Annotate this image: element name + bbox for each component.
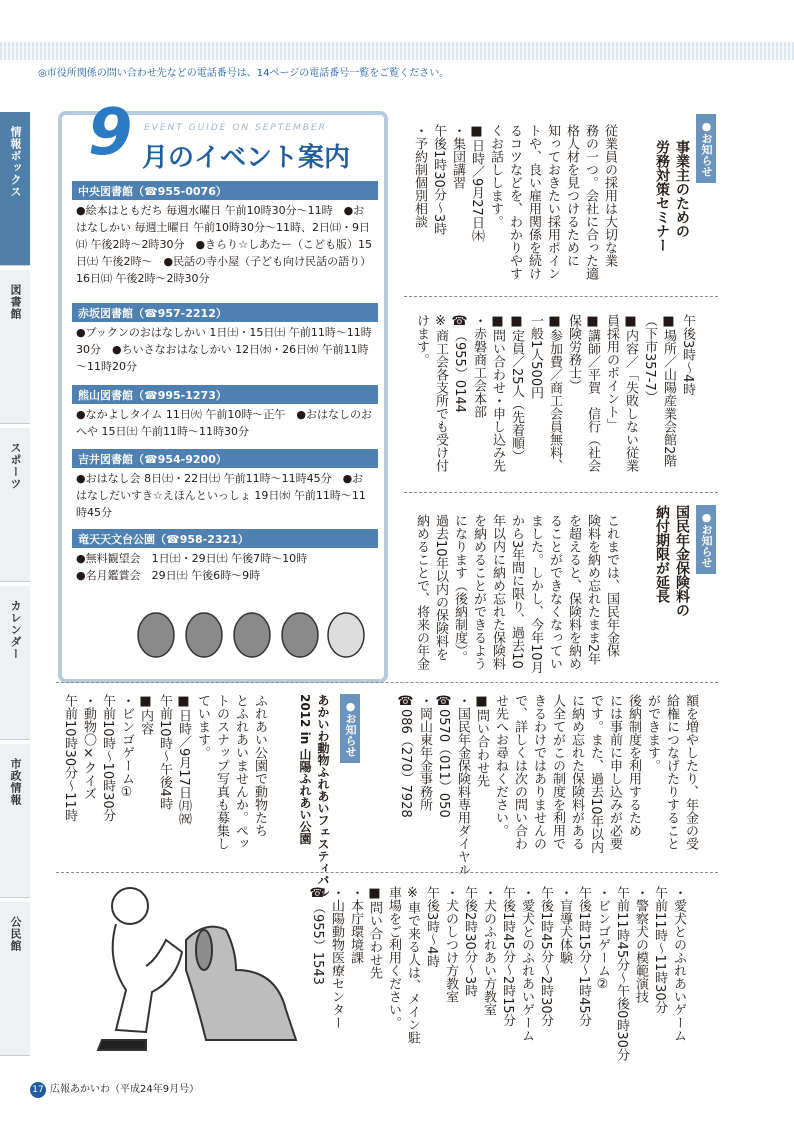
- pension-details: 額を増やしたり、年金の受 給権につなげたりすること ができます。 後納制度を利用するため には事前に申し込みが必要 です。また、過去10年以内 に納め忘れた保険料がある 人全てがこの制度を利用で きるわけではありませんの で、詳しくは次の問い合わ せ先へお尋ねください。 ■問い合わせ先 ・国民年金保険料専用ダイヤル ☎0570（011）050 ・岡山東年金事務所 ☎086（270）7928: [398, 694, 698, 876]
- library-events: ●なかよしタイム 11日㈫ 午前10時～正午 ●おはなしのおへや 15日㈯ 午前11時～11時30分: [76, 408, 372, 438]
- pension-badge: ●お知らせ: [696, 505, 716, 574]
- page-footer: [30, 1080, 199, 1098]
- library-heading: 竜天天文台公園（☎958-2321）: [72, 529, 378, 548]
- mascot-characters-illustration: [132, 595, 372, 665]
- separator: [56, 872, 718, 873]
- library-akasaka: [72, 303, 378, 377]
- library-yoshii: [72, 449, 378, 523]
- library-kumayama: [72, 385, 378, 442]
- event-guide-title: 月のイベント案内: [142, 143, 351, 173]
- header-stripe: [0, 42, 794, 60]
- month-number: 9: [88, 96, 133, 170]
- festival-badge: ●お知らせ: [340, 694, 360, 763]
- festival-body: ふれあい公園で動物たち とふれあいませんか。ペッ トのスナップ写真も募集し ています。 ■日時／9月17日㈪㈷ 午前10時～午後4時 ■内容 ・ビンゴゲーム① 午前10時～10時30分 ・動物〇×クイズ 午前10時30分～11時: [62, 694, 267, 850]
- separator: [404, 492, 718, 493]
- pension-title: 国民年金保険料の 納付期限が延長: [654, 505, 690, 617]
- library-events: ●ブックンのおはなしかい 1日㈯・15日㈯ 午前11時～11時30分 ●ちいさなおはなしかい 12日㈬・26日㈬ 午前11時～11時20分: [76, 326, 372, 373]
- boy-and-dog-illustration: [86, 880, 306, 1055]
- library-heading: 赤坂図書館（☎957-2212）: [72, 303, 378, 322]
- separator: [404, 296, 718, 297]
- festival-details: ・愛犬とのふれあいゲーム 午前11時～11時30分 ・警察犬の模範演技 午前11時45分～午後0時30分 ・ビンゴゲーム② 午後1時15分～1時45分 ・盲導犬体験 午後1時45分～2時30分 ・愛犬とのふれあいゲーム 午後1時45分～2時15分 ・犬のふれあい方教室 午後2時30分～3時 ・犬のしつけ方教室 午後3時～4時 ※車で来る人は、メイン駐 車場をご利用ください。 ■問い合わせ先 ・本庁環境課 ・山陽動物医療センター ☎（955）1543: [310, 886, 686, 1061]
- library-heading: 中央図書館（☎955-0076）: [72, 181, 378, 200]
- pension-body: これまでは、国民年金保 険料を納め忘れたまま2年 を超えると、保険料を納め ることができなくなってい ました。しかし、今年10月 から3年間に限り、過去10 年以内に納め忘れた保険料 を納めることができるよう になります（後納制度）。 過去10年以内の保険料を 納めることで、将来の年金: [414, 514, 619, 674]
- seminar-body: 従業員の採用は大切な業 務の一つ。会社に合った適 格人材を見つけるために 知っておきたい採用ポイン トや、良い雇用関係を続け るコツなどを、わかりやす くお話しします。 ■日時／9月27日㈭ ・集団講習 午後1時30分～3時 ・予約制個別相談: [412, 124, 617, 280]
- library-heading: 吉井図書館（☎954-9200）: [72, 449, 378, 468]
- phone-notice: ◎市役所関係の問い合わせ先などの電話番号は、14ページの電話番号一覧をご覧ください。: [38, 68, 450, 79]
- tab-library[interactable]: 図書館: [0, 270, 30, 424]
- separator: [56, 682, 718, 683]
- side-tabs: [0, 112, 30, 1057]
- tab-info-box[interactable]: 情報ボックス: [0, 112, 30, 266]
- library-heading: 熊山図書館（☎995-1273）: [72, 385, 378, 404]
- tab-sports[interactable]: スポーツ: [0, 428, 30, 582]
- event-guide-eng: EVENT GUIDE ON SEPTEMBER: [144, 123, 327, 133]
- tab-community-hall[interactable]: 公民館: [0, 902, 30, 1056]
- seminar-title: 事業主のための 労務対策セミナー: [654, 140, 690, 252]
- seminar-details: 午後3時～4時 ■場所／山陽産業会館2階 （下市357-7） ■内容／「失敗しない従業 員採用のポイント」 ■講師／平賀 信行（社会 保険労務士） ■参加費／商工会員無料、 一般1人500円 ■定員／25人（先着順） ■問い合わせ・申し込み先 ・赤磐商工会本部 ☎（955）0144 ※商工会各支所でも受け付 けます。: [414, 314, 695, 472]
- seminar-badge: ●お知らせ: [696, 114, 716, 183]
- observatory: [72, 529, 378, 586]
- event-guide-box: [58, 96, 388, 683]
- festival-title: あかいわ動物ふれあいフェスティバル 2012 in 山陽ふれあい公園: [298, 694, 330, 898]
- library-events: ●無料観望会 1日㈯・29日㈯ 午後7時～10時 ●名月鑑賞会 29日㈯ 午後6時～9時: [76, 552, 308, 582]
- library-events: ●絵本はともだち 毎週水曜日 午前10時30分～11時 ●おはなしかい 毎週土曜日 午前10時30分～11時、2日㈰・9日㈰ 午後2時～2時30分 ●きらり☆しあたー（こども版）15日㈯ 午後2時～ ●民話の寺小屋（子ども向け民話の語り）16日㈰ 午後2時～2時30分: [76, 204, 372, 285]
- library-central: [72, 181, 378, 289]
- library-events: ●おはなし会 8日㈯・22日㈯ 午前11時～11時45分 ●おはなしだいすき☆えほんといっしょ 19日㈬ 午前11時～11時45分: [76, 472, 366, 519]
- publication-name: 広報あかいわ（平成24年9月号）: [50, 1084, 200, 1095]
- tab-city-info[interactable]: 市政情報: [0, 744, 30, 898]
- tab-calendar[interactable]: カレンダー: [0, 586, 30, 740]
- page-number: 17: [30, 1082, 46, 1098]
